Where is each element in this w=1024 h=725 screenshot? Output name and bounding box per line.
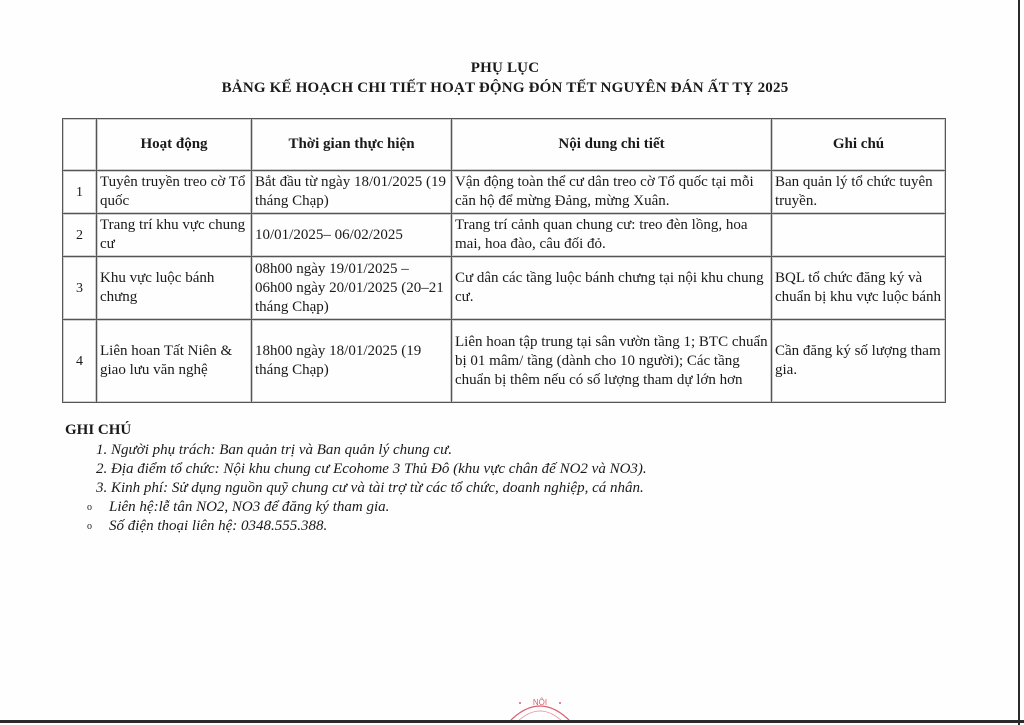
row-number: 2 — [63, 214, 97, 257]
detail-cell: Liên hoan tập trung tại sân vườn tầng 1; BTC chuẩn bị 01 mâm/ tầng (dành cho 10 người); Các tầng chuẩn bị thêm nếu có số lượng tham dự lớn hơn — [452, 320, 772, 403]
note-item: 3. Kinh phí: Sử dụng nguồn quỹ chung cư và tài trợ từ các tổ chức, doanh nghiệp, cá nhân. — [111, 479, 945, 498]
time-cell: 10/01/2025– 06/02/2025 — [252, 214, 452, 257]
time-cell: 18h00 ngày 18/01/2025 (19 tháng Chạp) — [252, 320, 452, 403]
note-cell: Ban quản lý tổ chức tuyên truyền. — [772, 171, 946, 214]
notes-section — [65, 422, 945, 536]
note-cell: Cần đăng ký số lượng tham gia. — [772, 320, 946, 403]
note-cell: BQL tổ chức đăng ký và chuẩn bị khu vực luộc bánh — [772, 257, 946, 320]
note-cell — [772, 214, 946, 257]
row-number: 1 — [63, 171, 97, 214]
header-detail: Nội dung chi tiết — [452, 119, 772, 171]
contact-list — [65, 498, 945, 536]
stamp-dot-left — [519, 702, 521, 704]
table-row — [63, 257, 946, 320]
contact-item: o Số điện thoại liên hệ: 0348.555.388. — [109, 517, 945, 536]
header-stt — [63, 119, 97, 171]
header-time: Thời gian thực hiện — [252, 119, 452, 171]
detail-cell: Cư dân các tầng luộc bánh chưng tại nội khu chung cư. — [452, 257, 772, 320]
activity-cell: Trang trí khu vực chung cư — [97, 214, 252, 257]
appendix-title: PHỤ LỤC — [470, 60, 540, 76]
detail-cell: Vận động toàn thể cư dân treo cờ Tổ quốc tại mỗi căn hộ để mừng Đảng, mừng Xuân. — [452, 171, 772, 214]
scan-edge-right — [1018, 0, 1020, 725]
table-row — [63, 214, 946, 257]
official-stamp-icon — [505, 688, 575, 724]
row-number: 3 — [63, 257, 97, 320]
detail-cell: Trang trí cảnh quan chung cư: treo đèn lồng, hoa mai, hoa đào, câu đối đỏ. — [452, 214, 772, 257]
stamp-text: NỘI — [532, 698, 548, 707]
plan-title: BẢNG KẾ HOẠCH CHI TIẾT HOẠT ĐỘNG ĐÓN TẾT NGUYÊN ĐÁN ẤT TỴ 2025 — [221, 80, 789, 96]
header-note: Ghi chú — [772, 119, 946, 171]
table-row — [63, 320, 946, 403]
contact-item: o Liên hệ:lễ tân NO2, NO3 để đăng ký tham gia. — [109, 498, 945, 517]
activity-cell: Tuyên truyền treo cờ Tổ quốc — [97, 171, 252, 214]
table-header-row — [63, 119, 946, 171]
activity-plan-table — [62, 118, 946, 403]
note-item: 2. Địa điểm tổ chức: Nội khu chung cư Ecohome 3 Thủ Đô (khu vực chân đế NO2 và NO3). — [111, 460, 945, 479]
table-row — [63, 171, 946, 214]
scan-edge-bottom — [0, 720, 1024, 723]
notes-heading: GHI CHÚ — [65, 422, 132, 438]
stamp-dot-right — [559, 702, 561, 704]
row-number: 4 — [63, 320, 97, 403]
time-cell: 08h00 ngày 19/01/2025 – 06h00 ngày 20/01/2025 (20–21 tháng Chạp) — [252, 257, 452, 320]
header-activity: Hoạt động — [97, 119, 252, 171]
time-cell: Bắt đầu từ ngày 18/01/2025 (19 tháng Chạp) — [252, 171, 452, 214]
note-item: 1. Người phụ trách: Ban quản trị và Ban quản lý chung cư. — [111, 441, 945, 460]
activity-cell: Liên hoan Tất Niên & giao lưu văn nghệ — [97, 320, 252, 403]
notes-list — [65, 441, 945, 498]
document-title — [0, 58, 1010, 98]
activity-cell: Khu vực luộc bánh chưng — [97, 257, 252, 320]
